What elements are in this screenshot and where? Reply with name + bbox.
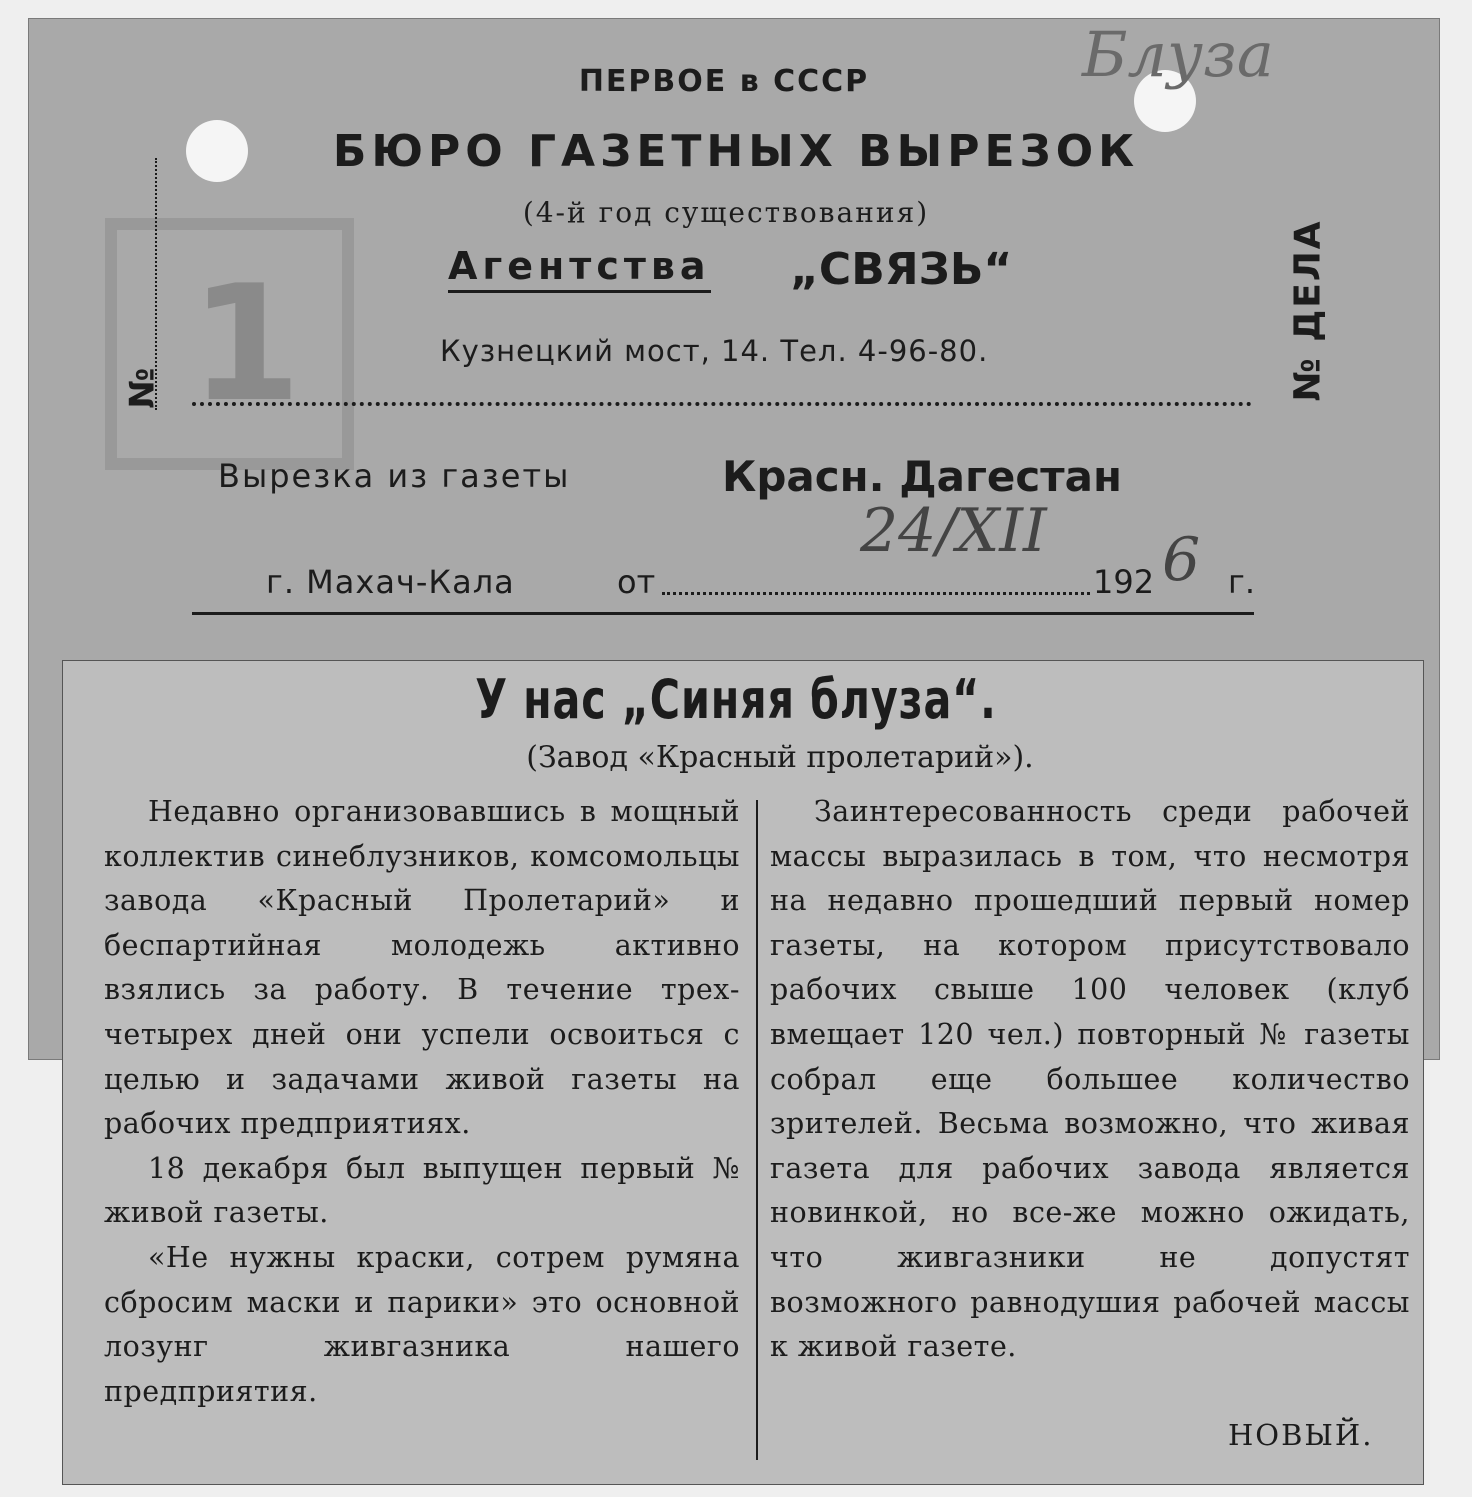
column-divider — [756, 800, 758, 1460]
address: Кузнецкий мост, 14. Тел. 4-96-80. — [440, 334, 989, 368]
date-dotted-line — [662, 592, 1090, 595]
city: г. Махач-Кала — [266, 563, 515, 601]
paragraph: «Не нужны краски, сотрем румяна сбросим маски и парики» это основной лозунг живгазника нашего предприятия. — [104, 1240, 740, 1408]
article-subtitle: (Завод «Красный пролетарий»). — [526, 740, 1034, 775]
form-bottom-rule — [192, 612, 1254, 615]
paragraph: Недавно организовавшись в мощный коллектив синеблузников, комсомольцы завода «Красный Пролетарий» и беспартийная молодежь активно взялись за работу. В течение трех-четырех дней они успели освоиться с целью и задачами живой газеты на рабочих предприятиях. — [104, 795, 740, 1141]
date-handwritten: 24/XII — [860, 496, 1047, 566]
number-stamp: 1 — [190, 250, 302, 437]
header-years: (4-й год существования) — [522, 196, 930, 229]
year-suffix: г. — [1228, 563, 1255, 601]
article-signature: НОВЫЙ. — [1228, 1418, 1374, 1452]
agency-name: „СВЯЗЬ“ — [790, 244, 1013, 295]
article-title: У нас „Синяя блуза“. — [475, 668, 997, 731]
header-dotted-divider — [192, 402, 1252, 406]
cut-from-label: Вырезка из газеты — [218, 457, 571, 495]
year-prefix: 192 — [1093, 563, 1155, 601]
header-first-in-ussr: ПЕРВОЕ в СССР — [578, 64, 870, 99]
number-label: № — [122, 367, 163, 409]
newspaper-name: Красн. Дагестан — [722, 452, 1123, 501]
handwritten-note: Блуза — [1082, 18, 1274, 91]
article-right-column — [770, 790, 1410, 1370]
header-bureau-title: БЮРО ГАЗЕТНЫХ ВЫРЕЗОК — [332, 126, 1140, 177]
from-label: от — [617, 563, 656, 601]
paragraph: 18 декабря был выпущен первый № живой газеты. — [104, 1151, 740, 1230]
case-number-label: № ДЕЛА — [1287, 219, 1329, 402]
article-left-column — [104, 790, 740, 1414]
year-handwritten: 6 — [1162, 525, 1201, 595]
paragraph: Заинтересованность среди рабочей массы выразилась в том, что несмотря на недавно прошедший первый номер газеты, на котором присутствовало рабочих свыше 100 человек (клуб вмещает 120 чел.) повторный № газеты собрал еще большее количество зрителей. Весьма возможно, что живая газета для рабочих завода является новинкой, но все-же можно ожидать, что живгазники не допустят возможного равнодушия рабочей массы к живой газете. — [770, 795, 1410, 1364]
agency-label: Агентства — [448, 244, 711, 293]
